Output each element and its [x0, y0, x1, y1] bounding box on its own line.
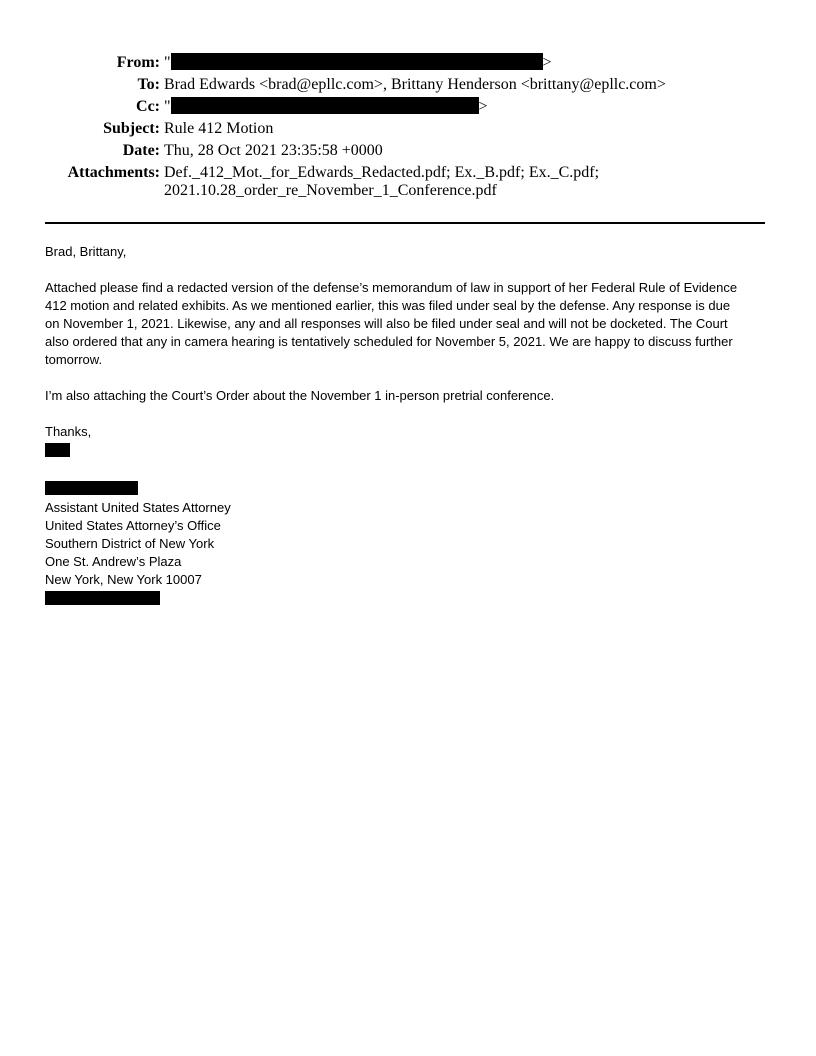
to-row [0, 74, 816, 96]
signature-office: United States Attorney’s Office [45, 518, 221, 533]
signature-city: New York, New York 10007 [45, 572, 202, 587]
signature-district: Southern District of New York [45, 536, 215, 551]
subject-label: Subject: [103, 120, 160, 137]
to-label: To: [137, 76, 160, 93]
to-value: Brad Edwards <brad@epllc.com>, Brittany Henderson <brittany@epllc.com> [164, 76, 666, 93]
redaction-block [45, 481, 138, 495]
body-paragraph: I’m also attaching the Court’s Order about the November 1 in-person pretrial conference. [45, 388, 555, 403]
body-line: Attached please find a redacted version of the defense’s memorandum of law in support of her Federal Rule of Evidence [45, 280, 738, 295]
redaction-block [45, 591, 160, 605]
attachments-value [160, 162, 599, 200]
body-line: tomorrow. [45, 352, 103, 367]
cc-row [0, 96, 816, 118]
from-value: " > [164, 54, 552, 71]
subject-value: Rule 412 Motion [164, 120, 274, 137]
subject-row [0, 118, 816, 140]
greeting: Brad, Brittany, [45, 244, 127, 259]
body-line: also ordered that any in camera hearing is tentatively scheduled for November 5, 2021. We are happy to discuss further [45, 334, 733, 349]
redacted-phone [45, 591, 767, 609]
redacted-initials [45, 443, 767, 461]
cc-label: Cc: [136, 98, 160, 115]
attachments-row [0, 162, 816, 200]
redaction-block [45, 443, 70, 457]
signature-title: Assistant United States Attorney [45, 500, 231, 515]
signature-address: One St. Andrew’s Plaza [45, 554, 182, 569]
from-row [0, 52, 816, 74]
body-line: on November 1, 2021. Likewise, any and all responses will also be filed under seal and will not be docketed. The Court [45, 316, 728, 331]
email-header [0, 52, 816, 200]
body-line: 412 motion and related exhibits. As we mentioned earlier, this was filed under seal by the defense. Any response is due [45, 298, 731, 313]
header-divider [45, 222, 765, 224]
cc-value: " > [164, 98, 488, 115]
redaction-block [171, 53, 543, 70]
signature-block [45, 443, 767, 609]
attachments-label: Attachments: [67, 164, 160, 181]
redacted-name [45, 481, 767, 499]
email-body [45, 243, 767, 609]
redaction-block [171, 97, 479, 114]
attachment-list-line: 2021.10.28_order_re_November_1_Conference.pdf [164, 182, 497, 199]
from-label: From: [116, 54, 160, 71]
date-label: Date: [122, 142, 160, 159]
date-value: Thu, 28 Oct 2021 23:35:58 +0000 [164, 142, 383, 159]
attachment-list-line: Def._412_Mot._for_Edwards_Redacted.pdf; Ex._B.pdf; Ex._C.pdf; [164, 164, 600, 181]
closing: Thanks, [45, 424, 92, 439]
date-row [0, 140, 816, 162]
